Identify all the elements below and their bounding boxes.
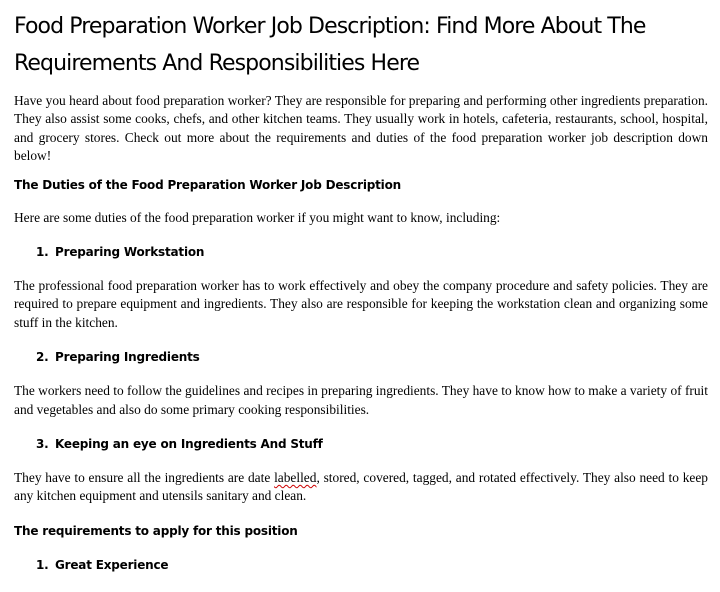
duty-item-1-paragraph: The professional food preparation worker has to work effectively and obey the company procedure and safety policies. They are required to prepare equipment and ingredients. They also are responsible for keeping the workstation clean and organizing some stuff in the kitchen. — [14, 278, 708, 330]
duties-heading: The Duties of the Food Preparation Worker Job Description — [14, 177, 401, 192]
requirement-item-1-number: 1. — [36, 557, 49, 572]
intro-paragraph: Have you heard about food preparation worker? They are responsible for preparing and performing other ingredients preparation. They also assist some cooks, chefs, and other kitchen teams. They usually work in hotels, cafeteria, restaurants, school, hospital, and grocery stores. Check out more about the requirements and duties of the food preparation worker job description down below! — [14, 93, 708, 164]
document-title: Food Preparation Worker Job Description: Find More About The Requirements And Responsibilities Here — [14, 14, 646, 76]
requirements-heading: The requirements to apply for this position — [14, 523, 298, 538]
duty-item-3-heading — [14, 435, 708, 453]
requirement-item-1-title: Great Experience — [55, 557, 169, 572]
duty-item-3-title: Keeping an eye on Ingredients And Stuff — [55, 437, 323, 452]
duty-item-1-heading — [14, 243, 708, 261]
document-page — [14, 0, 708, 574]
duty-item-2-heading — [14, 348, 708, 366]
duty-item-1-title: Preparing Workstation — [55, 245, 205, 260]
duty-item-3-text-end: , stored, covered, tagged, and rotated effectively. They also need to keep any kitchen equipment and utensils sanitary and clean. — [14, 470, 708, 504]
requirement-item-1-heading — [14, 556, 708, 574]
duty-item-1-number: 1. — [36, 245, 49, 260]
duty-item-3-text-start: They have to ensure all the ingredients are date — [14, 470, 275, 486]
duty-item-2-number: 2. — [36, 350, 49, 365]
duty-item-2-title: Preparing Ingredients — [55, 350, 200, 365]
duty-item-3-paragraph — [14, 469, 708, 506]
duty-item-2-paragraph: The workers need to follow the guidelines and recipes in preparing ingredients. They have to know how to make a variety of fruit and vegetables and also do some primary cooking responsibilities. — [14, 383, 708, 417]
duties-intro-paragraph: Here are some duties of the food preparation worker if you might want to know, including: — [14, 209, 501, 225]
spellcheck-flagged-word: labelled — [274, 470, 317, 486]
duty-item-3-number: 3. — [36, 437, 49, 452]
